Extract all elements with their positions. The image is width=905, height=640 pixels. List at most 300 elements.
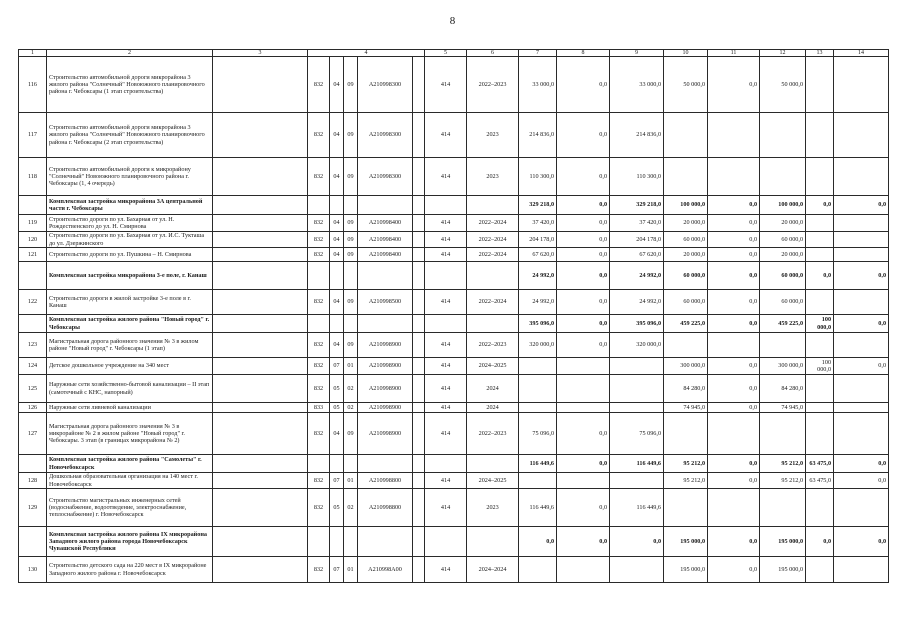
amount-cell: 116 449,6 (519, 489, 557, 527)
expense-type-cell (425, 262, 467, 290)
period-cell: 2024 (467, 375, 519, 403)
amount-cell (610, 557, 664, 583)
row-number-cell: 128 (19, 473, 47, 489)
amount-cell (806, 158, 834, 196)
blank-code-cell (413, 473, 425, 489)
period-cell: 2023 (467, 113, 519, 158)
amount-cell: 195 000,0 (664, 527, 708, 557)
section-code-cell: 04 (330, 333, 344, 358)
empty-cell (213, 489, 308, 527)
name-cell: Комплексная застройка микрорайона 3-е поле, г. Канаш (47, 262, 213, 290)
amount-cell: 0,0 (708, 358, 760, 375)
amount-cell: 75 096,0 (610, 413, 664, 455)
amount-cell: 60 000,0 (760, 262, 806, 290)
target-item-code-cell: A210998800 (358, 489, 413, 527)
empty-cell (213, 413, 308, 455)
column-number-cell: 9 (610, 50, 664, 57)
amount-cell: 74 945,0 (760, 403, 806, 413)
amount-cell: 0,0 (708, 215, 760, 232)
period-cell (467, 262, 519, 290)
blank-code-cell (413, 232, 425, 248)
amount-cell: 60 000,0 (760, 290, 806, 315)
amount-cell (806, 290, 834, 315)
amount-cell: 0,0 (708, 290, 760, 315)
target-item-code-cell: A210998500 (358, 290, 413, 315)
empty-cell (213, 473, 308, 489)
blank-code-cell (413, 455, 425, 473)
table-row (19, 403, 889, 413)
amount-cell (664, 333, 708, 358)
table-row (19, 375, 889, 403)
amount-cell: 204 178,0 (519, 232, 557, 248)
name-cell: Магистральная дорога районного значения № 3 в жилом районе "Новый город" г. Чебоксары (1 этап) (47, 333, 213, 358)
period-cell: 2022–2024 (467, 232, 519, 248)
group-row (19, 315, 889, 333)
amount-cell: 95 212,0 (760, 473, 806, 489)
amount-cell (834, 158, 889, 196)
amount-cell (806, 413, 834, 455)
amount-cell: 100 000,0 (806, 358, 834, 375)
row-number-cell: 123 (19, 333, 47, 358)
row-number-cell: 118 (19, 158, 47, 196)
row-number-cell: 120 (19, 232, 47, 248)
expense-type-cell: 414 (425, 57, 467, 113)
amount-cell (708, 158, 760, 196)
column-number-cell: 4 (308, 50, 425, 57)
section-code-cell (330, 196, 344, 215)
name-cell: Дошкольная образовательная организация на 140 мест г. Новочебоксарск (47, 473, 213, 489)
amount-cell (834, 403, 889, 413)
column-number-cell: 3 (213, 50, 308, 57)
column-number-cell: 12 (760, 50, 806, 57)
amount-cell: 50 000,0 (664, 57, 708, 113)
amount-cell (519, 403, 557, 413)
table-row (19, 248, 889, 262)
grbs-code-cell (308, 196, 330, 215)
name-cell: Наружные сети ливневой канализации (47, 403, 213, 413)
grbs-code-cell: 832 (308, 57, 330, 113)
target-item-code-cell: A210998A00 (358, 557, 413, 583)
subsection-code-cell (344, 527, 358, 557)
row-number-cell: 121 (19, 248, 47, 262)
name-cell: Комплексная застройка жилого района "Самолеты" г. Новочебоксарск (47, 455, 213, 473)
amount-cell: 395 096,0 (519, 315, 557, 333)
table-row (19, 473, 889, 489)
amount-cell: 300 000,0 (664, 358, 708, 375)
amount-cell (806, 333, 834, 358)
amount-cell: 320 000,0 (610, 333, 664, 358)
blank-code-cell (413, 527, 425, 557)
amount-cell (806, 403, 834, 413)
subsection-code-cell (344, 262, 358, 290)
section-code-cell: 07 (330, 358, 344, 375)
subsection-code-cell (344, 455, 358, 473)
target-item-code-cell (358, 527, 413, 557)
grbs-code-cell (308, 527, 330, 557)
amount-cell (806, 557, 834, 583)
target-item-code-cell: A210998400 (358, 215, 413, 232)
amount-cell (834, 489, 889, 527)
amount-cell (834, 413, 889, 455)
blank-code-cell (413, 403, 425, 413)
amount-cell: 214 836,0 (610, 113, 664, 158)
column-number-cell: 2 (47, 50, 213, 57)
subsection-code-cell: 01 (344, 557, 358, 583)
amount-cell: 60 000,0 (760, 232, 806, 248)
period-cell: 2024 (467, 403, 519, 413)
row-number-cell: 117 (19, 113, 47, 158)
target-item-code-cell: A210998900 (358, 403, 413, 413)
amount-cell: 24 992,0 (519, 290, 557, 315)
grbs-code-cell: 832 (308, 248, 330, 262)
name-cell: Строительство автомобильной дороги микрорайона 3 жилого района "Солнечный" Новоюжного планировочного района г. Чебоксары (1 этап строительства) (47, 57, 213, 113)
grbs-code-cell: 832 (308, 375, 330, 403)
amount-cell (806, 57, 834, 113)
section-code-cell: 04 (330, 232, 344, 248)
amount-cell: 0,0 (708, 375, 760, 403)
blank-code-cell (413, 333, 425, 358)
grbs-code-cell: 832 (308, 473, 330, 489)
amount-cell: 100 000,0 (760, 196, 806, 215)
amount-cell: 33 000,0 (519, 57, 557, 113)
period-cell: 2024–2025 (467, 358, 519, 375)
section-code-cell: 05 (330, 403, 344, 413)
amount-cell: 60 000,0 (664, 262, 708, 290)
blank-code-cell (413, 290, 425, 315)
blank-code-cell (413, 158, 425, 196)
period-cell: 2023 (467, 489, 519, 527)
section-code-cell: 05 (330, 375, 344, 403)
amount-cell: 0,0 (557, 158, 610, 196)
column-number-cell: 10 (664, 50, 708, 57)
amount-cell (834, 113, 889, 158)
table-row (19, 113, 889, 158)
column-number-row (19, 50, 889, 57)
amount-cell: 0,0 (708, 232, 760, 248)
empty-cell (213, 248, 308, 262)
subsection-code-cell: 09 (344, 158, 358, 196)
amount-cell: 0,0 (806, 527, 834, 557)
column-number-cell: 8 (557, 50, 610, 57)
amount-cell (664, 113, 708, 158)
period-cell: 2022–2023 (467, 333, 519, 358)
amount-cell (610, 375, 664, 403)
target-item-code-cell (358, 315, 413, 333)
grbs-code-cell: 832 (308, 290, 330, 315)
subsection-code-cell (344, 315, 358, 333)
table-row (19, 215, 889, 232)
column-number-cell: 6 (467, 50, 519, 57)
target-item-code-cell: A210998900 (358, 333, 413, 358)
subsection-code-cell (344, 196, 358, 215)
grbs-code-cell (308, 315, 330, 333)
empty-cell (213, 196, 308, 215)
expense-type-cell (425, 315, 467, 333)
group-row (19, 262, 889, 290)
table-row (19, 333, 889, 358)
expense-type-cell: 414 (425, 557, 467, 583)
amount-cell: 0,0 (708, 315, 760, 333)
empty-cell (213, 290, 308, 315)
name-cell: Строительство автомобильной дороги микрорайона 3 жилого района "Солнечный" Новоюжного планировочного района г. Чебоксары (2 этап строительства) (47, 113, 213, 158)
table-body (19, 50, 889, 583)
amount-cell (834, 232, 889, 248)
amount-cell: 63 475,0 (806, 455, 834, 473)
empty-cell (213, 158, 308, 196)
blank-code-cell (413, 489, 425, 527)
period-cell: 2022–2024 (467, 215, 519, 232)
amount-cell (610, 358, 664, 375)
amount-cell: 204 178,0 (610, 232, 664, 248)
grbs-code-cell: 832 (308, 215, 330, 232)
amount-cell: 195 000,0 (760, 557, 806, 583)
target-item-code-cell: A210998900 (358, 375, 413, 403)
grbs-code-cell: 833 (308, 403, 330, 413)
name-cell: Магистральная дорога районного значения № 3 в микрорайоне № 2 в жилом районе "Новый город" г. Чебоксары. 3 этап (в границах микрорайона № 2) (47, 413, 213, 455)
row-number-cell (19, 527, 47, 557)
column-number-cell: 14 (834, 50, 889, 57)
amount-cell (806, 215, 834, 232)
amount-cell: 20 000,0 (760, 215, 806, 232)
amount-cell (708, 489, 760, 527)
table-row (19, 232, 889, 248)
grbs-code-cell: 832 (308, 113, 330, 158)
name-cell: Строительство дороги по ул. Пушкина – Н. Смирнова (47, 248, 213, 262)
grbs-code-cell: 832 (308, 358, 330, 375)
amount-cell (519, 358, 557, 375)
expense-type-cell: 414 (425, 413, 467, 455)
amount-cell: 84 280,0 (664, 375, 708, 403)
grbs-code-cell (308, 455, 330, 473)
amount-cell: 0,0 (557, 113, 610, 158)
row-number-cell (19, 315, 47, 333)
target-item-code-cell: A210998300 (358, 158, 413, 196)
target-item-code-cell: A210998400 (358, 248, 413, 262)
amount-cell: 395 096,0 (610, 315, 664, 333)
name-cell: Строительство дороги в жилой застройке 3-е поле в г. Канаш (47, 290, 213, 315)
amount-cell (760, 158, 806, 196)
amount-cell (519, 473, 557, 489)
name-cell: Строительство дороги по ул. Бахарная от ул. И.С. Тукташа до ул. Дзержинского (47, 232, 213, 248)
amount-cell: 95 212,0 (664, 455, 708, 473)
amount-cell (834, 333, 889, 358)
name-cell: Строительство дороги по ул. Бахарная от ул. Н. Рождественского до ул. Н. Смирнова (47, 215, 213, 232)
section-code-cell (330, 527, 344, 557)
name-cell: Строительство детского сада на 220 мест в IX микрорайоне Западного жилого района г. Новочебоксарск (47, 557, 213, 583)
expense-type-cell: 414 (425, 375, 467, 403)
row-number-cell (19, 455, 47, 473)
amount-cell (708, 113, 760, 158)
period-cell (467, 455, 519, 473)
period-cell (467, 527, 519, 557)
amount-cell: 329 218,0 (610, 196, 664, 215)
amount-cell (557, 375, 610, 403)
amount-cell: 100 000,0 (664, 196, 708, 215)
blank-code-cell (413, 57, 425, 113)
expense-type-cell: 414 (425, 232, 467, 248)
section-code-cell: 04 (330, 57, 344, 113)
amount-cell: 20 000,0 (664, 248, 708, 262)
amount-cell (610, 473, 664, 489)
subsection-code-cell: 01 (344, 358, 358, 375)
blank-code-cell (413, 413, 425, 455)
expense-type-cell: 414 (425, 489, 467, 527)
amount-cell: 0,0 (557, 290, 610, 315)
amount-cell: 74 945,0 (664, 403, 708, 413)
subsection-code-cell: 09 (344, 413, 358, 455)
amount-cell: 0,0 (834, 315, 889, 333)
amount-cell: 0,0 (834, 262, 889, 290)
group-row (19, 196, 889, 215)
empty-cell (213, 333, 308, 358)
period-cell: 2022–2024 (467, 248, 519, 262)
expense-type-cell: 414 (425, 403, 467, 413)
empty-cell (213, 403, 308, 413)
empty-cell (213, 57, 308, 113)
subsection-code-cell: 09 (344, 333, 358, 358)
row-number-cell: 124 (19, 358, 47, 375)
amount-cell: 320 000,0 (519, 333, 557, 358)
amount-cell: 100 000,0 (806, 315, 834, 333)
period-cell: 2024–2025 (467, 473, 519, 489)
column-number-cell: 13 (806, 50, 834, 57)
grbs-code-cell: 832 (308, 333, 330, 358)
row-number-cell: 122 (19, 290, 47, 315)
amount-cell: 84 280,0 (760, 375, 806, 403)
grbs-code-cell: 832 (308, 158, 330, 196)
expense-type-cell (425, 455, 467, 473)
amount-cell (834, 557, 889, 583)
amount-cell: 0,0 (557, 527, 610, 557)
amount-cell: 0,0 (557, 248, 610, 262)
amount-cell (834, 375, 889, 403)
section-code-cell: 04 (330, 290, 344, 315)
row-number-cell: 125 (19, 375, 47, 403)
amount-cell (664, 413, 708, 455)
amount-cell: 0,0 (834, 358, 889, 375)
empty-cell (213, 557, 308, 583)
amount-cell (806, 375, 834, 403)
target-item-code-cell: A210998300 (358, 57, 413, 113)
grbs-code-cell (308, 262, 330, 290)
amount-cell: 0,0 (834, 527, 889, 557)
table-row (19, 158, 889, 196)
blank-code-cell (413, 215, 425, 232)
amount-cell: 116 449,6 (610, 455, 664, 473)
amount-cell (519, 557, 557, 583)
blank-code-cell (413, 262, 425, 290)
amount-cell: 0,0 (806, 196, 834, 215)
page-number: 8 (449, 15, 456, 27)
table-row (19, 413, 889, 455)
empty-cell (213, 215, 308, 232)
column-number-cell: 7 (519, 50, 557, 57)
amount-cell (664, 489, 708, 527)
amount-cell (806, 248, 834, 262)
name-cell: Строительство магистральных инженерных сетей (водоснабжение, водоотведение, электроснабжение, теплоснабжение) г. Новочебоксарск (47, 489, 213, 527)
amount-cell: 24 992,0 (519, 262, 557, 290)
amount-cell: 0,0 (610, 527, 664, 557)
period-cell: 2022–2023 (467, 57, 519, 113)
blank-code-cell (413, 375, 425, 403)
amount-cell: 63 475,0 (806, 473, 834, 489)
amount-cell (557, 557, 610, 583)
blank-code-cell (413, 113, 425, 158)
amount-cell: 24 992,0 (610, 262, 664, 290)
expense-type-cell: 414 (425, 358, 467, 375)
period-cell: 2023 (467, 158, 519, 196)
table-row (19, 57, 889, 113)
amount-cell: 20 000,0 (760, 248, 806, 262)
amount-cell (557, 473, 610, 489)
empty-cell (213, 358, 308, 375)
subsection-code-cell: 09 (344, 248, 358, 262)
subsection-code-cell: 02 (344, 489, 358, 527)
amount-cell: 60 000,0 (664, 290, 708, 315)
expense-type-cell: 414 (425, 158, 467, 196)
amount-cell: 95 212,0 (664, 473, 708, 489)
subsection-code-cell: 02 (344, 403, 358, 413)
section-code-cell: 04 (330, 215, 344, 232)
budget-table (18, 49, 889, 583)
expense-type-cell: 414 (425, 473, 467, 489)
section-code-cell (330, 315, 344, 333)
expense-type-cell: 414 (425, 113, 467, 158)
empty-cell (213, 232, 308, 248)
empty-cell (213, 527, 308, 557)
amount-cell: 195 000,0 (760, 527, 806, 557)
amount-cell: 0,0 (557, 489, 610, 527)
subsection-code-cell: 09 (344, 113, 358, 158)
empty-cell (213, 315, 308, 333)
period-cell: 2024–2024 (467, 557, 519, 583)
amount-cell: 300 000,0 (760, 358, 806, 375)
column-number-cell: 1 (19, 50, 47, 57)
amount-cell: 67 620,0 (519, 248, 557, 262)
section-code-cell (330, 455, 344, 473)
amount-cell: 20 000,0 (664, 215, 708, 232)
amount-cell: 0,0 (708, 527, 760, 557)
amount-cell: 116 449,6 (519, 455, 557, 473)
target-item-code-cell (358, 196, 413, 215)
name-cell: Комплексная застройка жилого района IX микрорайона Западного жилого района города Новочебоксарск Чувашской Республики (47, 527, 213, 557)
empty-cell (213, 375, 308, 403)
amount-cell: 60 000,0 (664, 232, 708, 248)
subsection-code-cell: 01 (344, 473, 358, 489)
amount-cell (806, 113, 834, 158)
blank-code-cell (413, 248, 425, 262)
row-number-cell (19, 262, 47, 290)
amount-cell: 214 836,0 (519, 113, 557, 158)
amount-cell: 116 449,6 (610, 489, 664, 527)
blank-code-cell (413, 557, 425, 583)
row-number-cell: 116 (19, 57, 47, 113)
section-code-cell (330, 262, 344, 290)
section-code-cell: 07 (330, 473, 344, 489)
amount-cell: 0,0 (557, 57, 610, 113)
table-row (19, 557, 889, 583)
section-code-cell: 05 (330, 489, 344, 527)
expense-type-cell (425, 196, 467, 215)
amount-cell (760, 333, 806, 358)
target-item-code-cell: A210998400 (358, 232, 413, 248)
amount-cell: 37 420,0 (519, 215, 557, 232)
amount-cell (708, 333, 760, 358)
amount-cell (760, 113, 806, 158)
amount-cell: 0,0 (557, 215, 610, 232)
amount-cell (834, 290, 889, 315)
grbs-code-cell: 832 (308, 232, 330, 248)
